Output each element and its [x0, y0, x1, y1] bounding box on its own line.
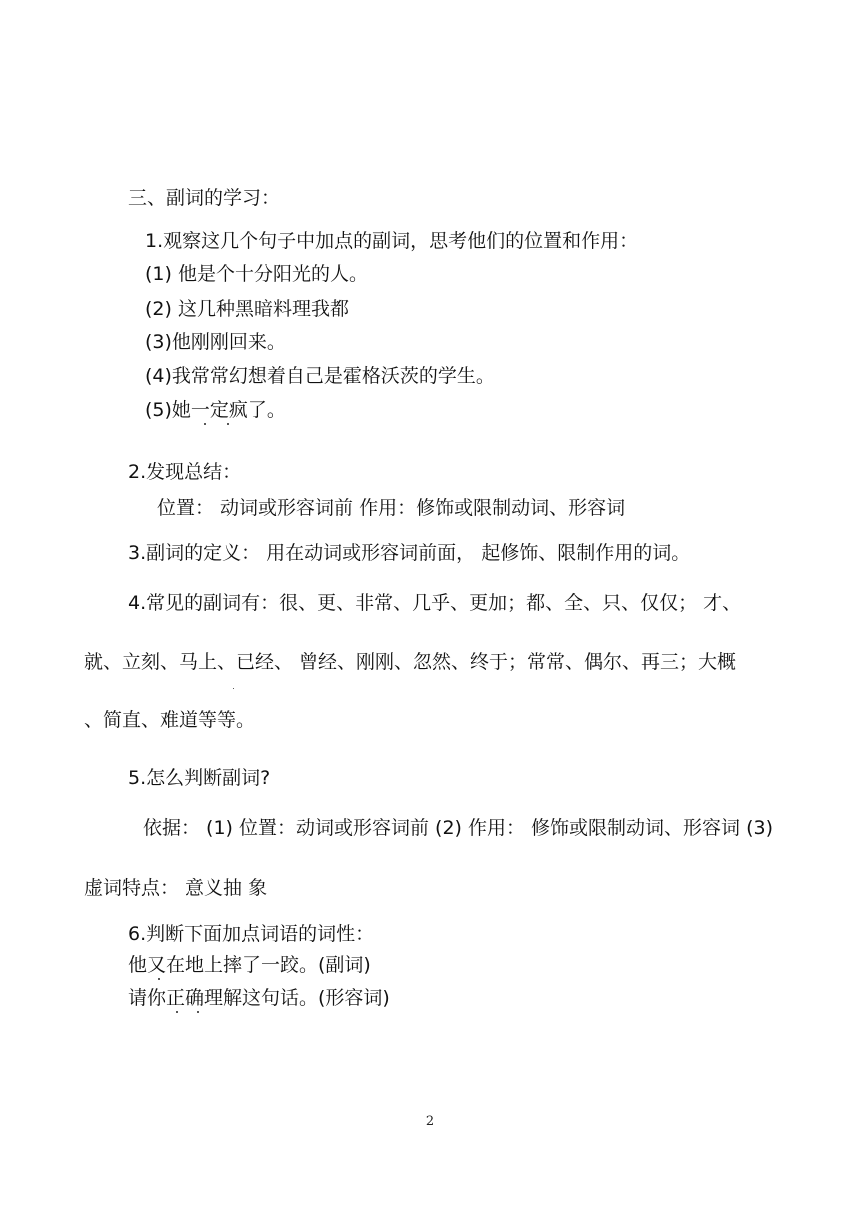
q2-body: 位置： 动词或形容词前 作用：修饰或限制动词、形容词	[157, 497, 626, 519]
q6-item-2: 请你正确理解这句话。(形容词)	[128, 987, 390, 1009]
page-number: 2	[425, 1114, 435, 1129]
q4-line-2: 就、立刻、马上、已经、 曾经、刚刚、忽然、终于；常常、偶尔、再三；大概	[84, 651, 737, 673]
q2-title: 2.发现总结：	[128, 461, 242, 483]
q6-item-1: 他又在地上摔了一跤。(副词)	[128, 954, 371, 976]
q3-text: 3.副词的定义： 用在动词或形容词前面， 起修饰、限制作用的词。	[128, 542, 691, 564]
q1-item-1: (1) 他是个十分阳光的人。	[145, 263, 368, 285]
emphasis-dot	[204, 423, 206, 425]
q1-item-5: (5)她一定疯了。	[145, 399, 286, 421]
q5-line-1: 依据： (1) 位置：动词或形容词前 (2) 作用： 修饰或限制动词、形容词 (3)	[143, 817, 773, 839]
emphasis-dot	[176, 1011, 178, 1013]
q1-item-3: (3)他刚刚回来。	[145, 331, 286, 353]
q4-line-1: 4.常见的副词有：很、更、非常、几乎、更加；都、全、只、仅仅； 才、	[128, 592, 742, 614]
stray-mark	[233, 688, 234, 689]
emphasis-dot	[197, 1011, 199, 1013]
q1-prompt: 1.观察这几个句子中加点的副词，思考他们的位置和作用：	[145, 230, 639, 252]
q4-line-3: 、简直、难道等等。	[84, 709, 256, 731]
q1-item-2: (2) 这几种黑暗料理我都	[145, 298, 349, 320]
section-heading: 三、副词的学习：	[128, 187, 281, 209]
emphasis-dot	[158, 978, 160, 980]
q5-line-2: 虚词特点： 意义抽 象	[84, 877, 268, 899]
emphasis-dot	[227, 423, 229, 425]
q6-title: 6.判断下面加点词语的词性：	[128, 923, 375, 945]
q5-title: 5.怎么判断副词?	[128, 767, 271, 789]
q1-item-4: (4)我常常幻想着自己是霍格沃茨的学生。	[145, 365, 495, 387]
